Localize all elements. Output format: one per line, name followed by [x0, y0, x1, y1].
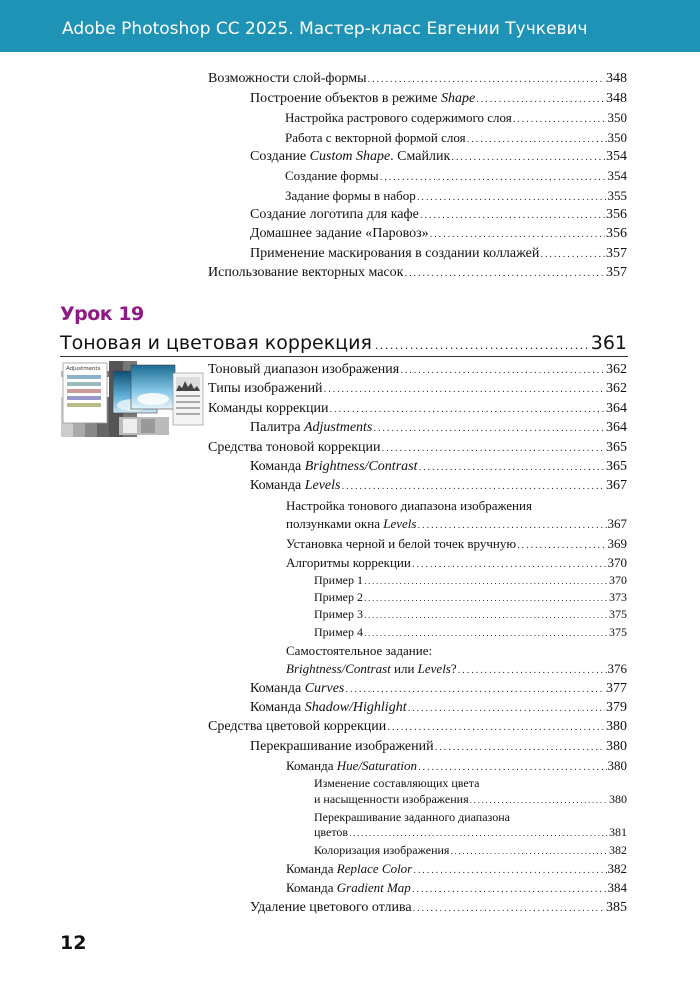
toc-entry[interactable]: Удаление цветового отлива ..... 385 [250, 899, 627, 918]
toc-entry[interactable]: Колоризация изображения ..... 382 [314, 842, 627, 860]
toc-entry[interactable]: Задание формы в набор ..... 355 [285, 187, 627, 207]
toc-entry[interactable]: Команда Replace Color ..... 382 [286, 860, 627, 880]
lesson-label: Урок 19 [60, 303, 144, 325]
toc-entry[interactable]: Домашнее задание «Паровоз» ..... 356 [250, 225, 627, 244]
toc-entry[interactable]: Пример 1 ..... 370 [314, 572, 627, 590]
toc-entry[interactable]: Создание Custom Shape. Смайлик ..... 354 [250, 148, 627, 167]
toc-entry[interactable]: и насыщенности изображения ..... 380 [314, 791, 627, 809]
toc-entry[interactable]: цветов ..... 381 [314, 824, 627, 842]
toc-entry[interactable]: Команда Levels ..... 367 [250, 477, 627, 496]
toc-entry[interactable]: Команда Brightness/Contrast ..... 365 [250, 458, 627, 477]
toc-entry[interactable]: Пример 4 ..... 375 [314, 624, 627, 642]
toc-entry[interactable]: Алгоритмы коррекции ..... 370 [286, 554, 627, 574]
toc-entry[interactable]: Работа с векторной формой слоя ..... 350 [285, 129, 627, 149]
toc-entry-line: Настройка тонового диапазона изображения [286, 498, 532, 513]
toc-entry[interactable]: Построение объектов в режиме Shape ..... 348 [250, 90, 627, 109]
toc-entry[interactable]: Пример 2 ..... 373 [314, 589, 627, 607]
toc-entry[interactable]: Палитра Adjustments ..... 364 [250, 419, 627, 438]
toc-entry[interactable]: Пример 3 ..... 375 [314, 606, 627, 624]
toc-entry[interactable]: Brightness/Contrast или Levels? ..... 376 [286, 660, 627, 680]
toc-entry[interactable]: Настройка растрового содержимого слоя ..... 350 [285, 109, 627, 129]
toc-entry[interactable]: Тоновый диапазон изображения ..... 362 [208, 361, 627, 380]
toc-entry[interactable]: Средства тоновой коррекции ..... 365 [208, 439, 627, 458]
toc-entry-line: Самостоятельное задание: [286, 643, 433, 658]
toc-entry[interactable]: Создание формы ..... 354 [285, 167, 627, 187]
lesson-title: Тоновая и цветовая коррекция [60, 332, 372, 354]
toc-entry[interactable]: Использование векторных масок ..... 357 [208, 264, 627, 283]
page-number: 12 [60, 932, 87, 954]
toc-entry[interactable]: Команда Hue/Saturation ..... 380 [286, 757, 627, 777]
toc-entry[interactable]: Возможности слой-формы ..... 348 [208, 70, 627, 89]
lesson-page: 361 [590, 332, 627, 354]
toc-entry[interactable]: Применение маскирования в создании коллажей ..... 357 [250, 245, 627, 264]
toc-entry-line: Изменение составляющих цвета [314, 776, 480, 790]
toc-entry[interactable]: Создание логотипа для кафе ..... 356 [250, 206, 627, 225]
toc-entry[interactable]: Команда Curves ..... 377 [250, 680, 627, 699]
toc-entry[interactable]: Установка черной и белой точек вручную ..... 369 [286, 535, 627, 555]
running-header-title: Adobe Photoshop CC 2025. Мастер-класс Евгении Тучкевич [62, 19, 588, 39]
toc-entry[interactable]: Типы изображений ..... 362 [208, 380, 627, 399]
lesson-title-entry[interactable] [60, 330, 627, 359]
lesson-divider [60, 356, 628, 357]
toc-entry[interactable]: Команда Shadow/Highlight ..... 379 [250, 699, 627, 718]
toc-entry[interactable]: Команды коррекции ..... 364 [208, 400, 627, 419]
toc-entry[interactable]: Команда Gradient Map ..... 384 [286, 879, 627, 899]
running-header [0, 0, 700, 52]
toc-entry[interactable]: Средства цветовой коррекции ..... 380 [208, 718, 627, 737]
toc-entry[interactable]: ползунками окна Levels ..... 367 [286, 515, 627, 535]
toc-entry-line: Перекрашивание заданного диапазона [314, 810, 510, 824]
adjustments-panel-label: Adjustments [66, 366, 101, 372]
toc-entry[interactable]: Перекрашивание изображений ..... 380 [250, 738, 627, 757]
lesson-thumbnail-image [61, 361, 204, 437]
